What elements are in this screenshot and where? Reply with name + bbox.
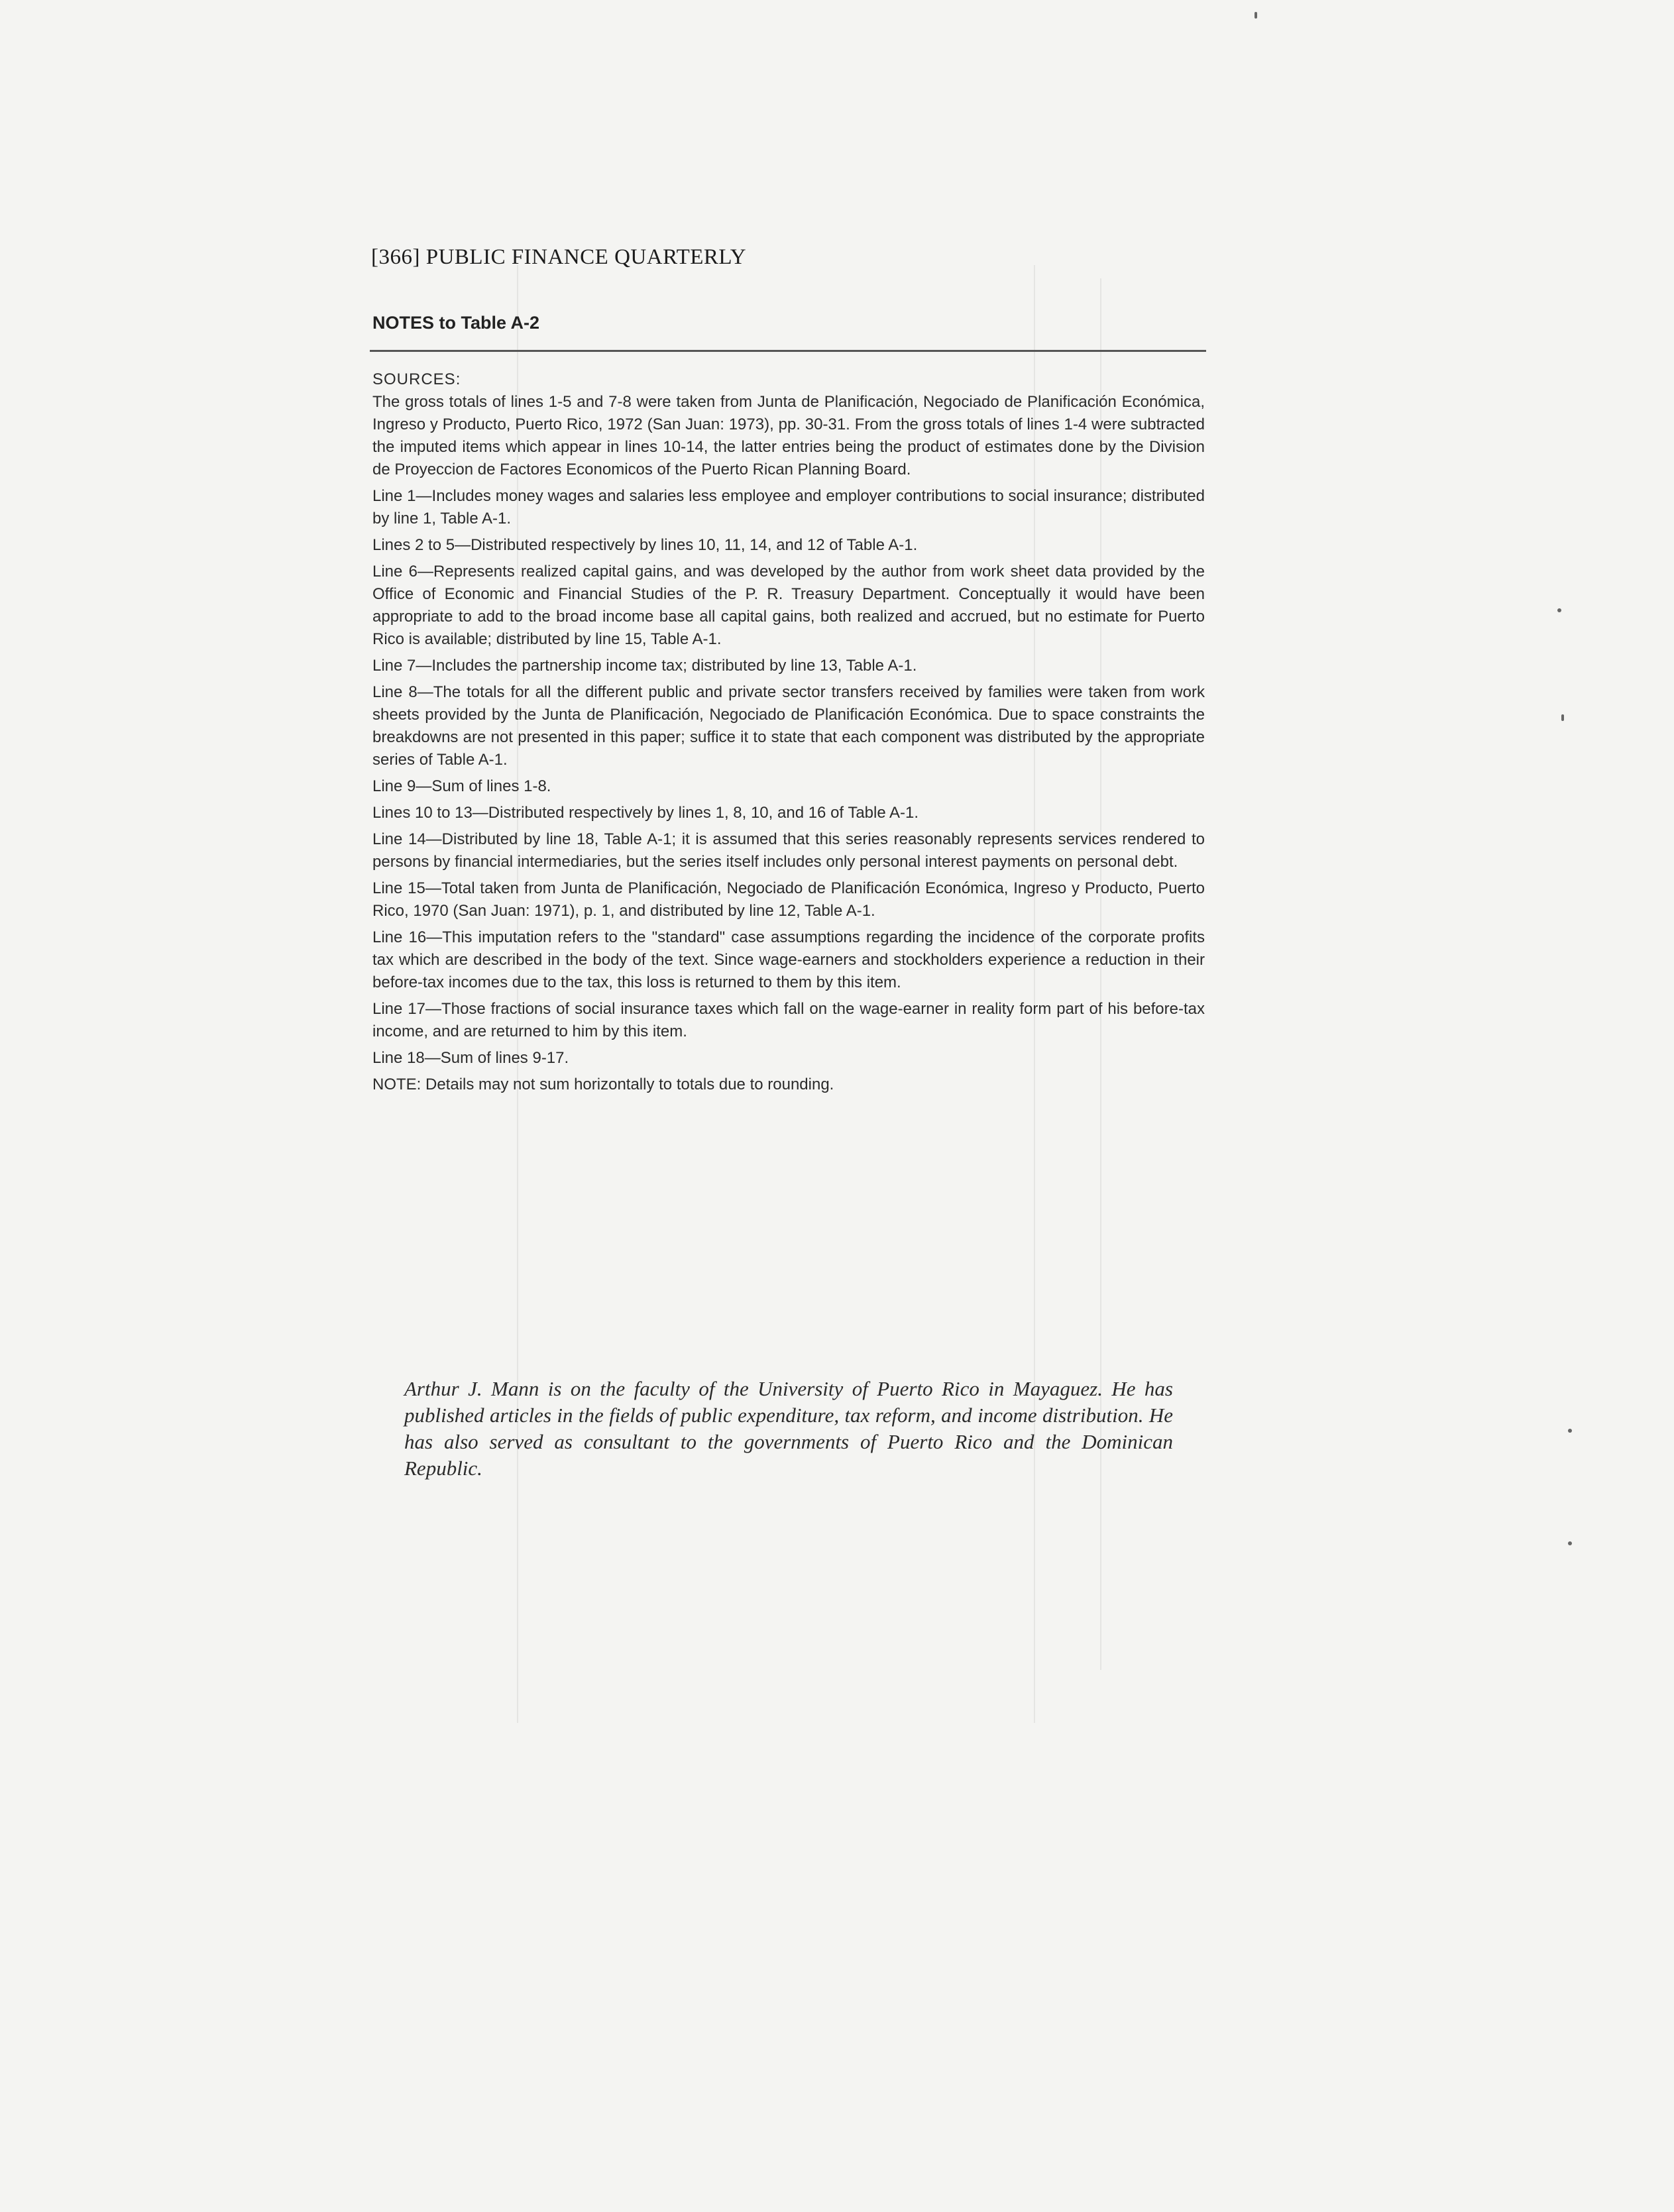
scan-speck	[1568, 1429, 1572, 1433]
author-bio: Arthur J. Mann is on the faculty of the University of Puerto Rico in Mayaguez. He has published articles in the fields of public expenditure, tax reform, and income distribution. He has also served as consultant to the governments of Puerto Rico and the Dominican Republic.	[404, 1377, 1173, 1480]
scan-speck	[1557, 608, 1561, 612]
running-header: [366] PUBLIC FINANCE QUARTERLY	[371, 245, 747, 269]
note-lines-10-13: Lines 10 to 13—Distributed respectively by lines 1, 8, 10, and 16 of Table A-1.	[372, 804, 919, 822]
note-line-18: Line 18—Sum of lines 9-17.	[372, 1049, 569, 1067]
scan-speck	[1568, 1541, 1572, 1545]
note-line-17: Line 17—Those fractions of social insurance taxes which fall on the wage-earner in reality form part of his before-tax income, and are returned to him by this item.	[372, 1000, 1205, 1040]
note-line-16: Line 16—This imputation refers to the "standard" case assumptions regarding the incidence of the corporate profits tax which are described in the body of the text. Since wage-earners and stockholders experience a reduction in their before-tax incomes due to the tax, this loss is returned to them by this item.	[372, 928, 1205, 991]
title-rule	[370, 350, 1206, 352]
note-line-6: Line 6—Represents realized capital gains, and was developed by the author from work sheet data provided by the Office of Economic and Financial Studies of the P. R. Treasury Department. Conceptually it would have been appropriate to add to the broad income base all capital gains, both realized and accrued, but no estimate for Puerto Rico is available; distributed by line 15, Table A-1.	[372, 563, 1205, 648]
note-rounding: NOTE: Details may not sum horizontally to totals due to rounding.	[372, 1076, 834, 1093]
note-sources: The gross totals of lines 1-5 and 7-8 were taken from Junta de Planificación, Negociado de Planificación Económica, Ingreso y Producto, Puerto Rico, 1972 (San Juan: 1973), pp. 30-31. From the gross totals of lines 1-4 were subtracted the imputed items which appear in lines 10-14, the latter entries being the product of estimates done by the Division de Proyeccion de Factores Economicos of the Puerto Rican Planning Board.	[372, 393, 1205, 478]
note-line-15: Line 15—Total taken from Junta de Planificación, Negociado de Planificación Económica, Ingreso y Producto, Puerto Rico, 1970 (San Juan: 1971), p. 1, and distributed by line 12, Table A-1.	[372, 879, 1205, 920]
note-line-9: Line 9—Sum of lines 1-8.	[372, 777, 551, 795]
note-line-14: Line 14—Distributed by line 18, Table A-1; it is assumed that this series reasonably represents services rendered to persons by financial intermediaries, but the series itself includes only personal interest payments on personal debt.	[372, 830, 1205, 871]
sources-label: SOURCES:	[372, 370, 461, 388]
notes-body	[372, 368, 1205, 1100]
note-line-7: Line 7—Includes the partnership income tax; distributed by line 13, Table A-1.	[372, 657, 917, 675]
scan-speck	[1255, 12, 1257, 19]
notes-title: NOTES to Table A-2	[372, 313, 540, 333]
note-line-1: Line 1—Includes money wages and salaries less employee and employer contributions to social insurance; distributed by line 1, Table A-1.	[372, 487, 1205, 527]
scan-speck	[1561, 714, 1564, 721]
note-lines-2-5: Lines 2 to 5—Distributed respectively by lines 10, 11, 14, and 12 of Table A-1.	[372, 536, 918, 554]
note-line-8: Line 8—The totals for all the different public and private sector transfers received by families were taken from work sheets provided by the Junta de Planificación, Negociado de Planificación Económica. Due to space constraints the breakdowns are not presented in this paper; suffice it to state that each component was distributed by the appropriate series of Table A-1.	[372, 683, 1205, 769]
